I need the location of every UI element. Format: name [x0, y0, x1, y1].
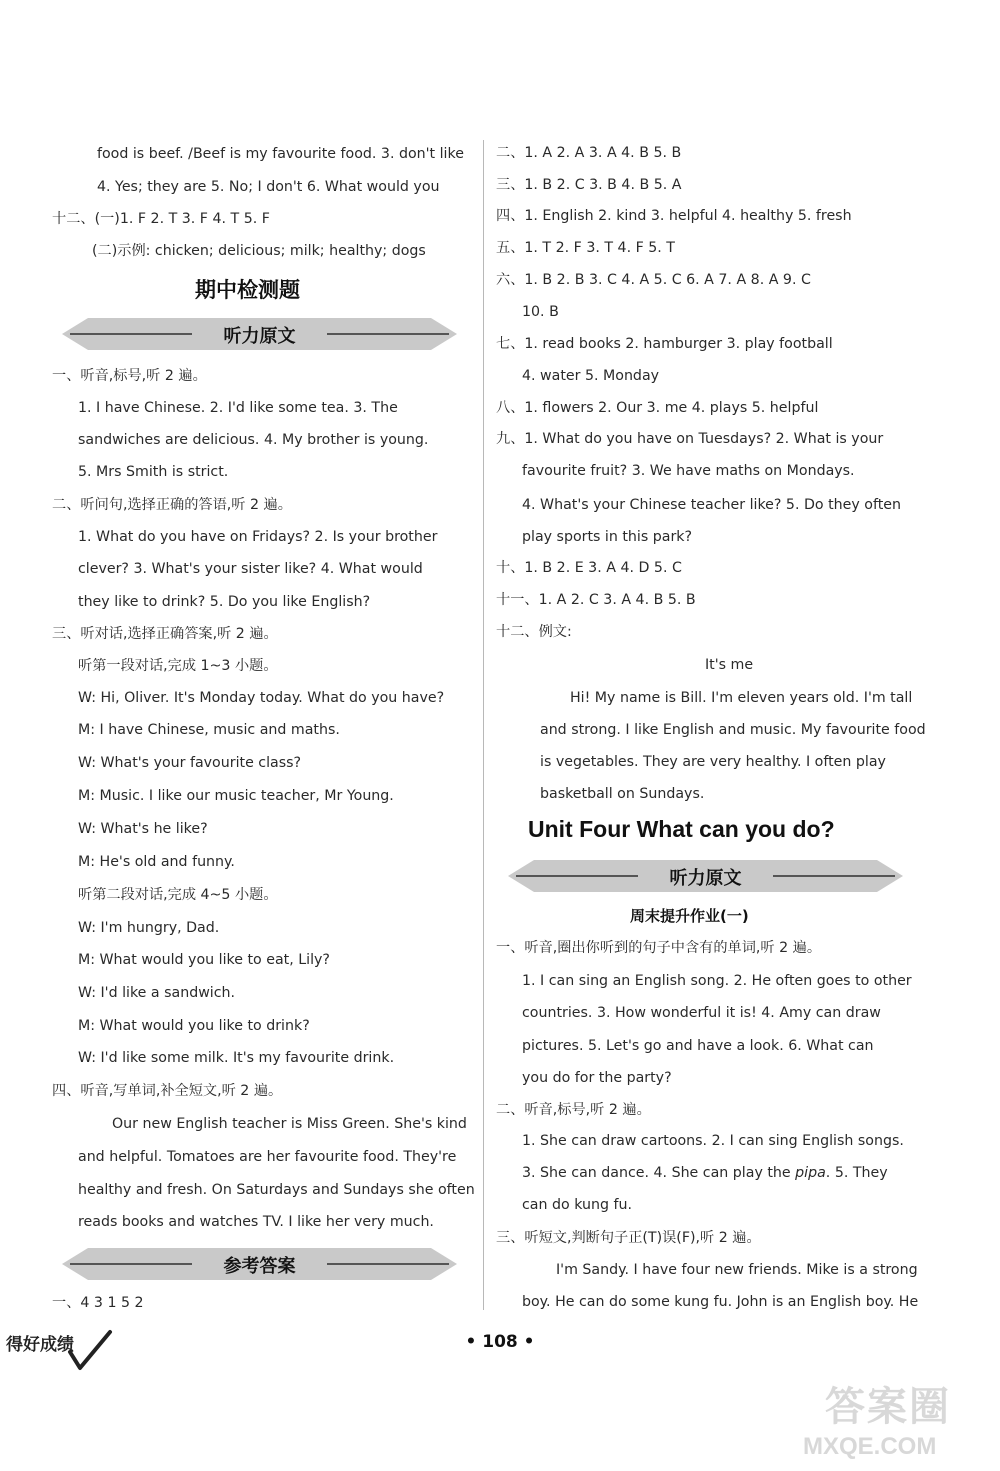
answer-line: 七、1. read books 2. hamburger 3. play football	[496, 336, 833, 352]
answer-line: 五、1. T 2. F 3. T 4. F 5. T	[496, 240, 675, 256]
text-line: 听第一段对话,完成 1~3 小题。	[78, 658, 278, 674]
question-heading: 一、听音,标号,听 2 遍。	[52, 368, 207, 384]
answer-line: 九、1. What do you have on Tuesdays? 2. What is your	[496, 431, 884, 447]
dialogue-line: W: Hi, Oliver. It's Monday today. What do you have?	[78, 690, 445, 706]
text-line: Our new English teacher is Miss Green. She's kind	[112, 1116, 467, 1132]
essay-title: It's me	[705, 657, 754, 673]
answer-line: 六、1. B 2. B 3. C 4. A 5. C 6. A 7. A 8. A 9. C	[496, 272, 811, 288]
dialogue-line: M: I have Chinese, music and maths.	[78, 722, 340, 738]
section-title: 期中检测题	[195, 278, 300, 302]
dialogue-line: M: What would you like to eat, Lily?	[78, 952, 330, 968]
text-line: 1. What do you have on Fridays? 2. Is your brother	[78, 529, 438, 545]
dialogue-line: M: He's old and funny.	[78, 854, 235, 870]
text-line: clever? 3. What's your sister like? 4. What would	[78, 561, 423, 577]
answer-line: favourite fruit? 3. We have maths on Mondays.	[522, 463, 855, 479]
question-heading: 三、听对话,选择正确答案,听 2 遍。	[52, 626, 278, 642]
banner-listening-text	[62, 316, 457, 352]
checkmark-icon	[6, 1326, 116, 1374]
essay-line: Hi! My name is Bill. I'm eleven years old. I'm tall	[570, 690, 913, 706]
dialogue-line: W: I'd like some milk. It's my favourite drink.	[78, 1050, 395, 1066]
answer-line: play sports in this park?	[522, 529, 693, 545]
banner-label: 听力原文	[223, 326, 296, 347]
text-line: they like to drink? 5. Do you like English?	[78, 594, 371, 610]
italic-word: pipa	[795, 1165, 826, 1181]
text-line: 听第二段对话,完成 4~5 小题。	[78, 887, 278, 903]
question-heading: 一、听音,圈出你听到的句子中含有的单词,听 2 遍。	[496, 940, 822, 956]
dialogue-line: W: I'd like a sandwich.	[78, 985, 236, 1001]
brand-logo	[6, 1326, 116, 1374]
text-line: countries. 3. How wonderful it is! 4. Amy can draw	[522, 1005, 881, 1021]
text-segment: 3. She can dance. 4. She can play the	[522, 1165, 796, 1181]
banner-listening-text	[508, 858, 903, 894]
text-line: boy. He can do some kung fu. John is an English boy. He	[522, 1294, 919, 1310]
text-line: reads books and watches TV. I like her very much.	[78, 1214, 434, 1230]
question-heading: 三、听短文,判断句子正(T)误(F),听 2 遍。	[496, 1230, 761, 1246]
dialogue-line: W: What's your favourite class?	[78, 755, 302, 771]
answer-line: 4. What's your Chinese teacher like? 5. Do they often	[522, 497, 901, 513]
watermark-url: MXQE.COM	[803, 1433, 937, 1460]
answer-line: 四、1. English 2. kind 3. helpful 4. healthy 5. fresh	[496, 208, 852, 224]
dialogue-line: W: I'm hungry, Dad.	[78, 920, 220, 936]
answer-line: 十一、1. A 2. C 3. A 4. B 5. B	[496, 592, 696, 608]
text-line: can do kung fu.	[522, 1197, 632, 1213]
text-line: I'm Sandy. I have four new friends. Mike is a strong	[556, 1262, 918, 1278]
text-line: you do for the party?	[522, 1070, 672, 1086]
watermark	[795, 1375, 995, 1465]
answer-line: 八、1. flowers 2. Our 3. me 4. plays 5. helpful	[496, 400, 819, 416]
answer-line: 10. B	[522, 304, 559, 320]
answer-line: 十、1. B 2. E 3. A 4. D 5. C	[496, 560, 682, 576]
banner-label: 参考答案	[223, 1256, 296, 1277]
question-heading: 二、听音,标号,听 2 遍。	[496, 1102, 651, 1118]
column-divider	[483, 140, 484, 1310]
essay-line: basketball on Sundays.	[540, 786, 705, 802]
answer-line: 三、1. B 2. C 3. B 4. B 5. A	[496, 177, 682, 193]
essay-line: and strong. I like English and music. My favourite food	[540, 722, 926, 738]
text-line: healthy and fresh. On Saturdays and Sundays she often	[78, 1182, 475, 1198]
text-line: (二)示例: chicken; delicious; milk; healthy; dogs	[92, 243, 426, 259]
text-segment: . 5. They	[825, 1165, 888, 1181]
text-line: 1. I can sing an English song. 2. He often goes to other	[522, 973, 912, 989]
watermark-text: 答案圈	[825, 1384, 951, 1430]
answer-line: 一、4 3 1 5 2	[52, 1295, 144, 1311]
text-line: 十二、(一)1. F 2. T 3. F 4. T 5. F	[52, 211, 270, 227]
text-line: pictures. 5. Let's go and have a look. 6. What can	[522, 1038, 874, 1054]
text-line: 5. Mrs Smith is strict.	[78, 464, 229, 480]
banner-label: 听力原文	[669, 868, 742, 889]
essay-line: is vegetables. They are very healthy. I often play	[540, 754, 886, 770]
text-line: 1. She can draw cartoons. 2. I can sing English songs.	[522, 1133, 904, 1149]
text-line: and helpful. Tomatoes are her favourite food. They're	[78, 1149, 457, 1165]
dialogue-line: M: What would you like to drink?	[78, 1018, 310, 1034]
subsection-title: 周末提升作业(一)	[630, 907, 749, 925]
logo-text: 得好成绩	[6, 1335, 74, 1355]
text-line: 1. I have Chinese. 2. I'd like some tea. 3. The	[78, 400, 398, 416]
question-heading: 二、听问句,选择正确的答语,听 2 遍。	[52, 497, 292, 513]
answer-line: 十二、例文:	[496, 624, 572, 640]
unit-title: Unit Four What can you do?	[528, 816, 835, 842]
banner-answers	[62, 1246, 457, 1282]
text-line: food is beef. /Beef is my favourite food. 3. don't like	[97, 146, 464, 162]
dialogue-line: W: What's he like?	[78, 821, 208, 837]
dialogue-line: M: Music. I like our music teacher, Mr Young.	[78, 788, 394, 804]
text-line: 4. Yes; they are 5. No; I don't 6. What would you	[97, 179, 440, 195]
page-number: • 108 •	[465, 1332, 535, 1352]
question-heading: 四、听音,写单词,补全短文,听 2 遍。	[52, 1083, 283, 1099]
text-line	[522, 1163, 888, 1183]
answer-line: 二、1. A 2. A 3. A 4. B 5. B	[496, 145, 682, 161]
answer-line: 4. water 5. Monday	[522, 368, 660, 384]
text-line: sandwiches are delicious. 4. My brother is young.	[78, 432, 429, 448]
